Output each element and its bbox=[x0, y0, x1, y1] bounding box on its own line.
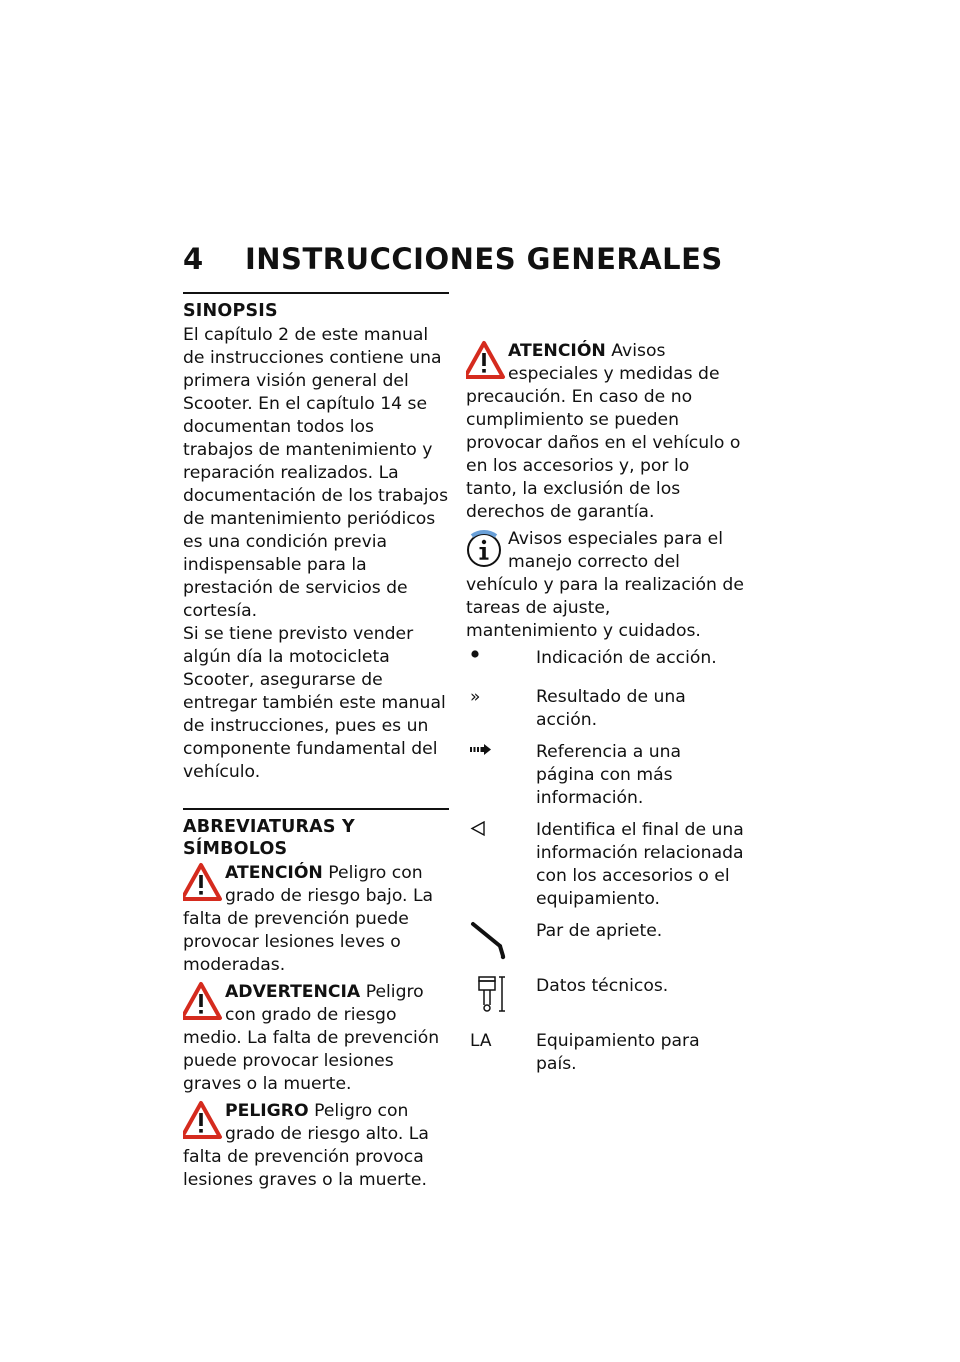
warning-triangle-icon bbox=[183, 862, 223, 906]
legend-text: Resultado de una acción. bbox=[536, 687, 686, 730]
peligro-text: Peligro con grado de riesgo alto. La falta de prevención provoca lesiones graves o la muerte. bbox=[183, 1101, 429, 1190]
page-reference-arrow-icon bbox=[466, 741, 520, 771]
technical-data-icon bbox=[466, 975, 520, 1021]
warning-triangle-icon bbox=[183, 1100, 223, 1144]
torque-wrench-icon bbox=[466, 920, 520, 966]
warning-triangle-icon bbox=[183, 981, 223, 1025]
abreviaturas-heading: ABREVIATURAS Y SÍMBOLOS bbox=[183, 808, 449, 860]
atencion-avisos-text: Avisos especiales y medidas de precaución. En caso de no cumplimiento se pueden provocar daños en el vehículo o en los accesorios y, por lo tanto, la exclusión de los derechos de garantía. bbox=[466, 341, 741, 522]
legend-text: Referencia a una página con más información. bbox=[536, 742, 682, 808]
info-text: Avisos especiales para el manejo correcto del vehículo y para la realización de tareas de ajuste, mantenimiento y cuidados. bbox=[466, 529, 744, 641]
chapter-number: 4 bbox=[183, 242, 204, 276]
peligro-keyword: PELIGRO bbox=[225, 1101, 309, 1121]
warning-triangle-icon bbox=[466, 340, 506, 384]
legend-item bbox=[466, 819, 744, 911]
legend-text: Datos técnicos. bbox=[536, 976, 669, 996]
legend-item bbox=[466, 741, 744, 810]
right-column bbox=[466, 292, 744, 1085]
sinopsis-heading: SINOPSIS bbox=[183, 292, 449, 322]
info-icon bbox=[466, 528, 506, 572]
legend-item bbox=[466, 975, 744, 1021]
legend-text: Indicación de acción. bbox=[536, 648, 717, 668]
double-chevron-icon: » bbox=[470, 687, 481, 707]
legend-text: Identifica el final de una información relacionada con los accesorios o el equipamiento. bbox=[536, 820, 744, 909]
sinopsis-paragraph-1: El capítulo 2 de este manual de instrucciones contiene una primera visión general del Scooter. En el capítulo 14 se documentan todos los trabajos de mantenimiento y reparación realizados. La documentación de los trabajos de mantenimiento periódicos es una condición previa indispensable para la prestación de servicios de cortesía. bbox=[183, 325, 449, 621]
notice-advertencia bbox=[183, 981, 449, 1096]
end-triangle-icon bbox=[466, 819, 520, 849]
country-equipment-label: LA bbox=[470, 1031, 492, 1051]
chapter-title bbox=[183, 242, 783, 276]
legend-text: Equipamiento para país. bbox=[536, 1031, 700, 1074]
advertencia-keyword: ADVERTENCIA bbox=[225, 982, 361, 1002]
sinopsis-paragraph-2: Si se tiene previsto vender algún día la motocicleta Scooter, asegurarse de entregar también este manual de instrucciones, pues es un componente fundamental del vehículo. bbox=[183, 624, 446, 782]
bullet-icon bbox=[466, 647, 520, 677]
legend-item bbox=[466, 686, 744, 732]
notice-atencion-avisos bbox=[466, 340, 744, 524]
advertencia-text: Peligro con grado de riesgo medio. La falta de prevención puede provocar lesiones graves o la muerte. bbox=[183, 982, 440, 1094]
atencion-keyword: ATENCIÓN bbox=[225, 863, 323, 883]
legend-item bbox=[466, 647, 744, 677]
notice-peligro bbox=[183, 1100, 449, 1192]
notice-info bbox=[466, 528, 744, 643]
atencion-avisos-keyword: ATENCIÓN bbox=[508, 341, 606, 361]
legend-item bbox=[466, 1030, 744, 1076]
notice-atencion-peligro bbox=[183, 862, 449, 977]
legend-item bbox=[466, 920, 744, 966]
chapter-title-text: INSTRUCCIONES GENERALES bbox=[245, 242, 723, 276]
left-column bbox=[183, 292, 449, 1192]
atencion-text: Peligro con grado de riesgo bajo. La falta de prevención puede provocar lesiones leves o moderadas. bbox=[183, 863, 434, 975]
legend-text: Par de apriete. bbox=[536, 921, 663, 941]
symbol-legend bbox=[466, 647, 744, 1076]
